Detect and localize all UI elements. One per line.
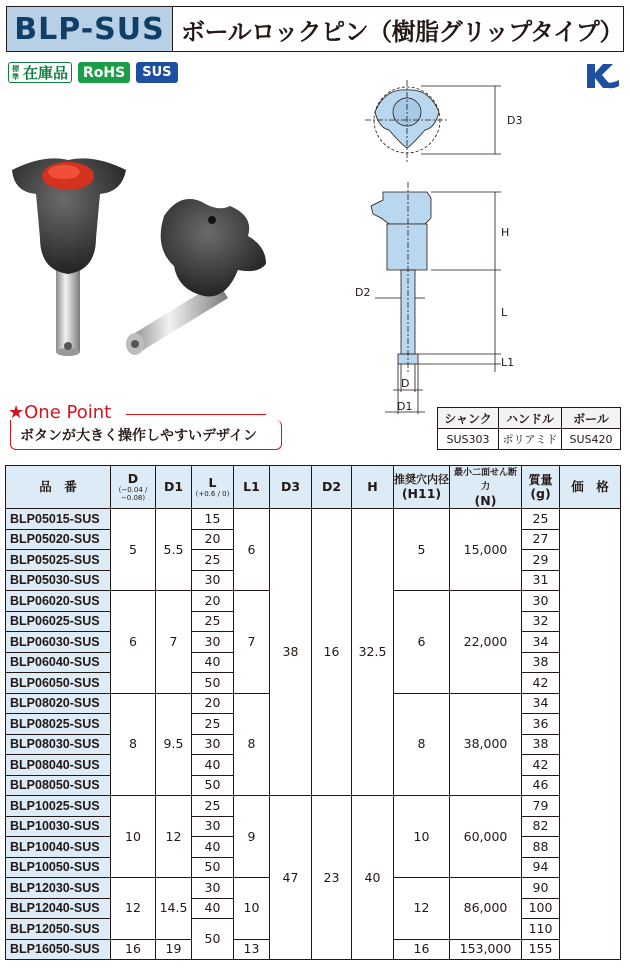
pin-front-icon [12, 158, 126, 356]
l-cell: 30 [192, 816, 234, 837]
shear-cell: 153,000 [450, 939, 522, 960]
part-number-cell: BLP06025-SUS [6, 611, 111, 632]
l-cell: 50 [192, 775, 234, 796]
d1-cell: 12 [156, 796, 192, 878]
part-number-cell: BLP08025-SUS [6, 714, 111, 735]
material-header-ball: ボール [562, 408, 621, 429]
l-cell: 15 [192, 509, 234, 530]
mass-cell: 34 [522, 693, 560, 714]
material-shank: SUS303 [438, 429, 499, 450]
kipp-logo-icon [585, 62, 621, 90]
d1-cell: 7 [156, 591, 192, 694]
mass-cell: 32 [522, 611, 560, 632]
price-cell [560, 509, 621, 960]
part-number-cell: BLP10025-SUS [6, 796, 111, 817]
hole-cell: 10 [394, 796, 450, 878]
l1-cell: 8 [234, 693, 270, 796]
l1-cell: 13 [234, 939, 270, 960]
spec-header-row [6, 466, 621, 509]
product-code: BLP-SUS [7, 7, 173, 51]
col-d1: D1 [156, 466, 192, 509]
shear-cell: 86,000 [450, 878, 522, 940]
mass-cell: 110 [522, 919, 560, 940]
mass-cell: 30 [522, 591, 560, 612]
d-cell: 5 [111, 509, 156, 591]
part-number-cell: BLP05030-SUS [6, 570, 111, 591]
l1-cell: 10 [234, 878, 270, 940]
d2-cell: 23 [312, 796, 352, 960]
dimension-drawing [325, 72, 540, 422]
l-cell: 50 [192, 857, 234, 878]
l-cell: 25 [192, 550, 234, 571]
l-cell: 25 [192, 611, 234, 632]
d2-cell: 16 [312, 509, 352, 796]
rohs-badge: RoHS [78, 62, 130, 83]
dim-d2: D2 [355, 286, 371, 299]
stock-label: 在庫品 [23, 64, 69, 82]
hole-cell: 12 [394, 878, 450, 940]
dim-h: H [501, 226, 510, 239]
d3-cell: 47 [270, 796, 312, 960]
col-d2: D2 [312, 466, 352, 509]
one-point-text: ボタンが大きく操作しやすいデザイン [20, 427, 258, 444]
sus-badge: SUS [136, 62, 177, 83]
dim-d3: D3 [507, 114, 523, 127]
d-cell: 12 [111, 878, 156, 940]
mass-cell: 38 [522, 734, 560, 755]
col-d: D (−0.04 / −0.08) [111, 466, 156, 509]
part-number-cell: BLP06040-SUS [6, 652, 111, 673]
part-number-cell: BLP16050-SUS [6, 939, 111, 960]
part-number-cell: BLP10030-SUS [6, 816, 111, 837]
l-cell: 25 [192, 796, 234, 817]
mass-cell: 27 [522, 529, 560, 550]
mass-cell: 29 [522, 550, 560, 571]
mass-cell: 34 [522, 632, 560, 653]
part-number-cell: BLP08020-SUS [6, 693, 111, 714]
l-cell: 30 [192, 570, 234, 591]
part-number-cell: BLP08050-SUS [6, 775, 111, 796]
d-cell: 8 [111, 693, 156, 796]
spec-table [5, 465, 621, 960]
mass-cell: 36 [522, 714, 560, 735]
product-photo [4, 150, 284, 390]
shear-cell: 15,000 [450, 509, 522, 591]
h-cell: 40 [352, 796, 394, 960]
one-point-rule [126, 414, 266, 415]
material-header-handle: ハンドル [499, 408, 562, 429]
d1-cell: 5.5 [156, 509, 192, 591]
mass-cell: 100 [522, 898, 560, 919]
l-cell: 20 [192, 693, 234, 714]
col-hole: 推奨穴内径 (H11) [394, 466, 450, 509]
part-number-cell: BLP10050-SUS [6, 857, 111, 878]
col-mass: 質量 (g) [522, 466, 560, 509]
d-cell: 6 [111, 591, 156, 694]
hole-cell: 5 [394, 509, 450, 591]
mass-cell: 42 [522, 673, 560, 694]
d3-cell: 38 [270, 509, 312, 796]
l1-cell: 7 [234, 591, 270, 694]
mass-cell: 31 [522, 570, 560, 591]
table-row [6, 509, 621, 530]
table-row [6, 796, 621, 817]
mass-cell: 88 [522, 837, 560, 858]
dim-l: L [501, 306, 508, 319]
l-cell: 50 [192, 919, 234, 960]
col-price: 価 格 [560, 466, 621, 509]
material-ball: SUS420 [562, 429, 621, 450]
l-cell: 50 [192, 673, 234, 694]
l-cell: 20 [192, 529, 234, 550]
shear-cell: 60,000 [450, 796, 522, 878]
d1-cell: 14.5 [156, 878, 192, 940]
dim-d: D [401, 377, 410, 390]
part-number-cell: BLP06050-SUS [6, 673, 111, 694]
l1-cell: 9 [234, 796, 270, 878]
dim-l1: L1 [501, 356, 515, 369]
d1-cell: 9.5 [156, 693, 192, 796]
mass-cell: 79 [522, 796, 560, 817]
l-cell: 40 [192, 837, 234, 858]
badge-row [8, 62, 178, 83]
dim-d1: D1 [397, 400, 413, 413]
part-number-cell: BLP08040-SUS [6, 755, 111, 776]
mass-cell: 82 [522, 816, 560, 837]
part-number-cell: BLP05025-SUS [6, 550, 111, 571]
hole-cell: 8 [394, 693, 450, 796]
col-l: L (+0.6 / 0) [192, 466, 234, 509]
material-header-shank: シャンク [438, 408, 499, 429]
d-cell: 16 [111, 939, 156, 960]
l-cell: 40 [192, 652, 234, 673]
part-number-cell: BLP06030-SUS [6, 632, 111, 653]
part-number-cell: BLP12040-SUS [6, 898, 111, 919]
l1-cell: 6 [234, 509, 270, 591]
hole-cell: 6 [394, 591, 450, 694]
part-number-cell: BLP05015-SUS [6, 509, 111, 530]
col-shear: 最小二面せん断力 (N) [450, 466, 522, 509]
l-cell: 25 [192, 714, 234, 735]
mass-cell: 90 [522, 878, 560, 899]
title-bar [6, 6, 624, 52]
material-table [437, 407, 621, 450]
part-number-cell: BLP12030-SUS [6, 878, 111, 899]
mass-cell: 42 [522, 755, 560, 776]
d-cell: 10 [111, 796, 156, 878]
d1-cell: 19 [156, 939, 192, 960]
one-point-box [10, 420, 282, 450]
mass-cell: 38 [522, 652, 560, 673]
pin-angled-icon [126, 199, 266, 355]
shear-cell: 22,000 [450, 591, 522, 694]
col-h: H [352, 466, 394, 509]
one-point-title: ★One Point [8, 402, 112, 423]
part-number-cell: BLP10040-SUS [6, 837, 111, 858]
product-title: ボールロックピン（樹脂グリップタイプ） [181, 17, 623, 46]
standard-label: 標準 [12, 64, 19, 81]
l-cell: 40 [192, 755, 234, 776]
l-cell: 30 [192, 632, 234, 653]
material-handle: ポリアミド [499, 429, 562, 450]
standard-stock-badge [8, 62, 72, 83]
mass-cell: 46 [522, 775, 560, 796]
mass-cell: 155 [522, 939, 560, 960]
shear-cell: 38,000 [450, 693, 522, 796]
part-number-cell: BLP08030-SUS [6, 734, 111, 755]
mass-cell: 25 [522, 509, 560, 530]
l-cell: 30 [192, 878, 234, 899]
part-number-cell: BLP05020-SUS [6, 529, 111, 550]
hole-cell: 16 [394, 939, 450, 960]
mass-cell: 94 [522, 857, 560, 878]
h-cell: 32.5 [352, 509, 394, 796]
part-number-cell: BLP12050-SUS [6, 919, 111, 940]
col-part-number: 品 番 [6, 466, 111, 509]
part-number-cell: BLP06020-SUS [6, 591, 111, 612]
l-cell: 40 [192, 898, 234, 919]
col-d3: D3 [270, 466, 312, 509]
col-l1: L1 [234, 466, 270, 509]
l-cell: 20 [192, 591, 234, 612]
l-cell: 30 [192, 734, 234, 755]
